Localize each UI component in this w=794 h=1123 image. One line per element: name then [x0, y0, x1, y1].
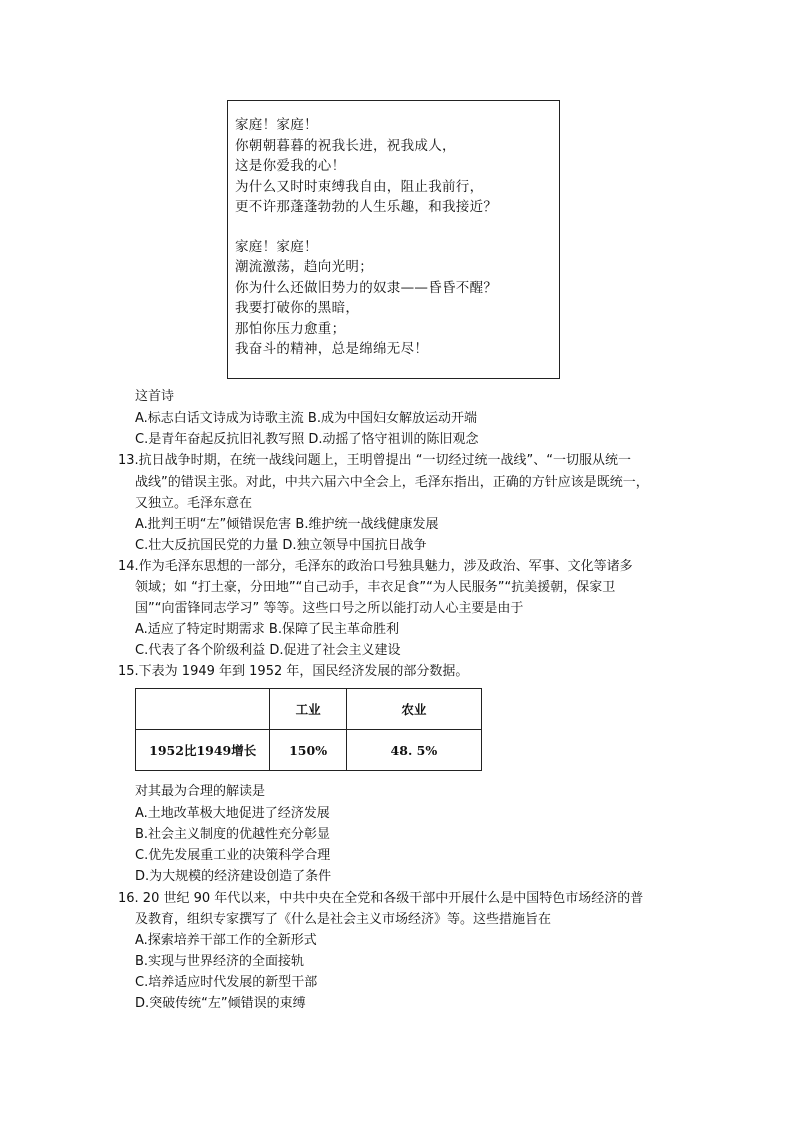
q13-option-cd: C.壮大反抗国民党的力量 D.独立领导中国抗日战争: [135, 538, 427, 553]
poem-line: 更不许那蓬蓬勃勃的人生乐趣，和我接近？: [235, 199, 498, 215]
q14-line: 14.作为毛泽东思想的一部分，毛泽东的政治口号独具魅力，涉及政治、军事、文化等诸多: [118, 559, 633, 574]
q14-option-cd: C.代表了各个阶级利益 D.促进了社会主义建设: [135, 643, 401, 658]
table-cell-industry: 150%: [270, 730, 346, 771]
q15-option: D.为大规模的经济建设创造了条件: [135, 869, 332, 884]
q16-option: C.培养适应时代发展的新型干部: [135, 975, 318, 990]
poem-line: 我要打破你的黑暗，: [235, 300, 360, 316]
q16-option: B.实现与世界经济的全面接轨: [135, 954, 305, 969]
poem-line: 为什么又时时束缚我自由，阻止我前行，: [235, 178, 484, 195]
q13-line: 13.抗日战争时期，在统一战线问题上，王明曾提出 “一切经过统一战线”、“一切服从统一: [118, 453, 632, 468]
table-row-label: 1952比1949增长: [136, 730, 270, 771]
q13-option-ab: A.批判王明“左”倾错误危害 B.维护统一战线健康发展: [135, 517, 439, 532]
q15-option: A.土地改革极大地促进了经济发展: [135, 806, 330, 821]
poem-line: 家庭！家庭！: [235, 117, 318, 133]
table-header-industry: 工业: [270, 689, 346, 730]
q13-line: 又独立。毛泽东意在: [135, 496, 253, 511]
table-header-agriculture: 农业: [346, 689, 481, 730]
table-cell-agriculture: 48. 5%: [346, 730, 481, 771]
q13-line: 战线”的错误主张。对此，中共六届六中全会上，毛泽东指出，正确的方针应该是既统一，: [135, 475, 649, 490]
poem-line: 你朝朝暮暮的祝我长进，祝我成人，: [235, 137, 456, 154]
table-row: [136, 730, 482, 771]
q12-stem: 这首诗: [135, 389, 175, 404]
q15-option: B.社会主义制度的优越性充分彰显: [135, 827, 331, 842]
poem-box: [227, 100, 560, 379]
q16-line: 16. 20 世纪 90 年代以来，中共中央在全党和各级干部中开展什么是中国特色市场经济的普: [118, 891, 644, 906]
q14-line: 领域；如 “打土豪，分田地”“自己动手，丰衣足食”“为人民服务”“抗美援朝，保家卫: [135, 580, 616, 595]
poem-line: 我奋斗的精神，总是绵绵无尽！: [235, 341, 429, 357]
q12-option-ab: A.标志白话文诗成为诗歌主流 B.成为中国妇女解放运动开端: [135, 411, 477, 426]
poem-line: 那怕你压力愈重；: [235, 320, 346, 337]
q15-option: C.优先发展重工业的决策科学合理: [135, 848, 331, 863]
poem-line: 潮流激荡，趋向光明；: [235, 259, 373, 275]
q16-line: 及教育，组织专家撰写了《什么是社会主义市场经济》等。这些措施旨在: [135, 912, 552, 927]
table-header-row: [136, 689, 482, 730]
q16-option: D.突破传统“左”倾错误的束缚: [135, 996, 306, 1011]
poem-line: 家庭！家庭！: [235, 238, 318, 255]
poem-line: 你为什么还做旧势力的奴隶——昏昏不醒？: [235, 279, 498, 296]
q15-question: 对其最为合理的解读是: [135, 784, 266, 799]
poem-line: 这是你爱我的心！: [235, 158, 346, 174]
q16-option: A.探索培养干部工作的全新形式: [135, 933, 317, 948]
q12-option-cd: C.是青年奋起反抗旧礼教写照 D.动摇了恪守祖训的陈旧观念: [135, 432, 479, 447]
table-header-blank: [136, 689, 270, 730]
q14-line: 国”“向雷锋同志学习” 等等。这些口号之所以能打动人心主要是由于: [135, 601, 524, 616]
economy-table: [135, 688, 482, 771]
q15-stem: 15.下表为 1949 年到 1952 年，国民经济发展的部分数据。: [118, 664, 469, 679]
stanza-gap: [235, 218, 559, 237]
q14-option-ab: A.适应了特定时期需求 B.保障了民主革命胜利: [135, 622, 399, 637]
